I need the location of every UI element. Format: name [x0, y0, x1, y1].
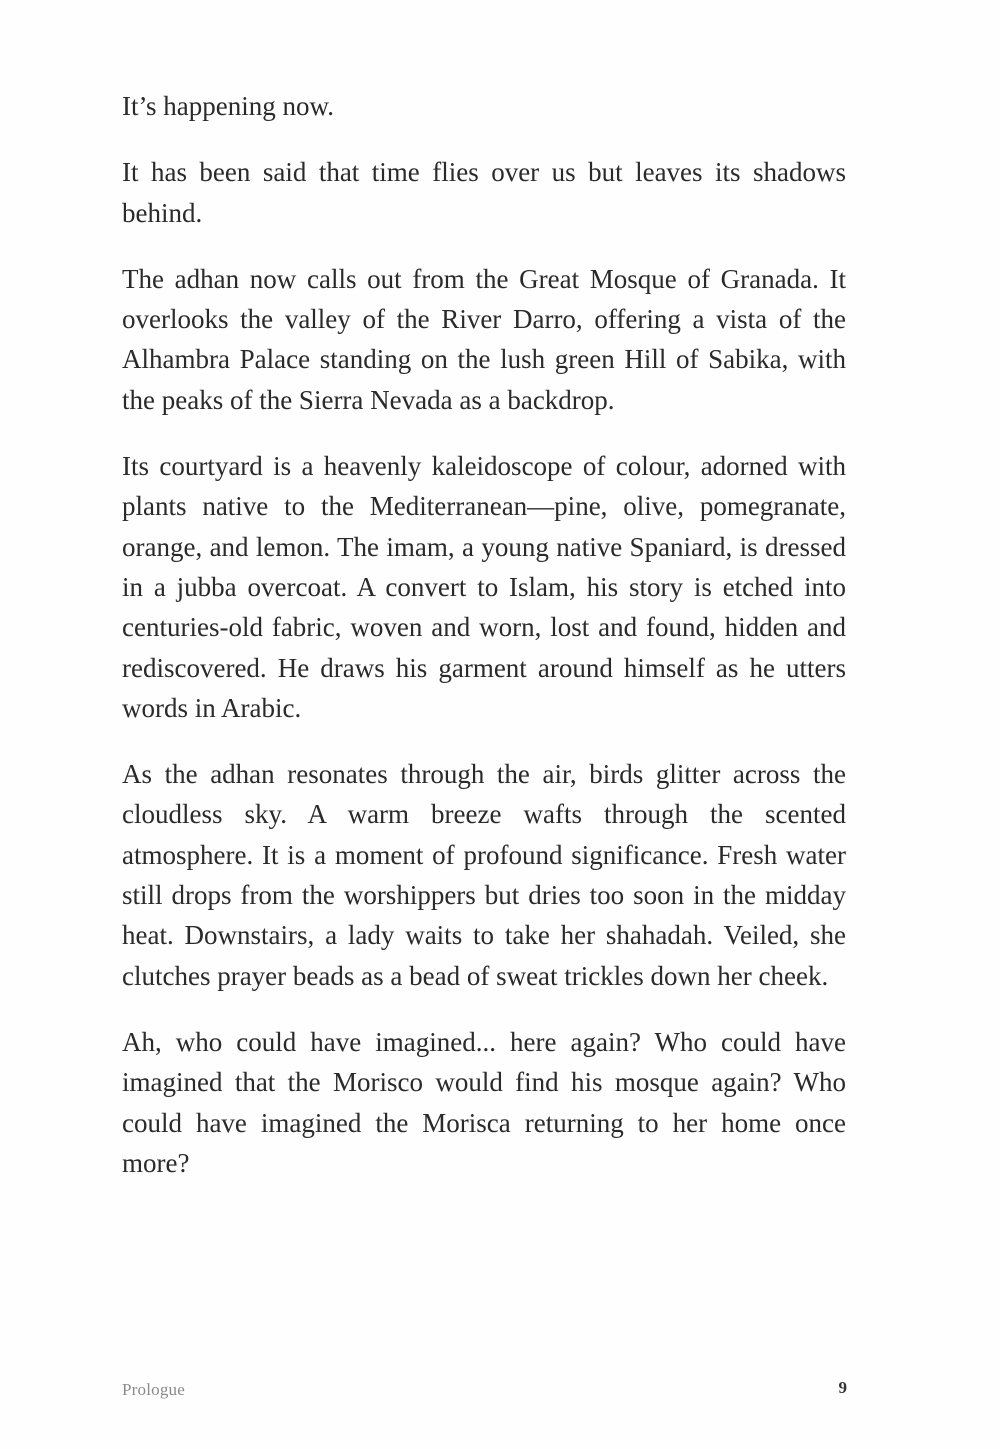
paragraph-2: It has been said that time flies over us but leaves its shadows behind.: [122, 157, 846, 228]
paragraph-5: As the adhan resonates through the air, birds glitter across the cloudless sky. A warm breeze wafts through the scented atmosphere. It is a moment of profound significance. Fresh water still drops from the worshippers but dries too soon in the midday heat. Downstairs, a lady waits to take her shahadah. Veiled, she clutches prayer beads as a bead of sweat trickles down her cheek.: [122, 759, 846, 991]
running-footer-section: Prologue: [122, 1380, 185, 1399]
paragraph-3: The adhan now calls out from the Great Mosque of Granada. It overlooks the valley of the River Darro, offering a vista of the Alhambra Palace standing on the lush green Hill of Sabika, with the peaks of the Sierra Nevada as a backdrop.: [122, 263, 846, 415]
paragraph-4: Its courtyard is a heavenly kaleidoscope of colour, adorned with plants native to the Mediterranean—pine, olive, pomegranate, orange, and lemon. The imam, a young native Spaniard, is dressed in a jubba overcoat. A convert to Islam, his story is etched into centuries-old fabric, woven and worn, lost and found, hidden and rediscovered. He draws his garment around himself as he utters words in Arabic.: [122, 451, 846, 723]
paragraph-1: It’s happening now.: [122, 91, 334, 121]
page-number: 9: [838, 1378, 847, 1397]
body-text: [122, 86, 846, 1209]
paragraph-6: Ah, who could have imagined... here again? Who could have imagined that the Morisco would find his mosque again? Who could have imagined the Morisca returning to her home once more?: [122, 1026, 846, 1178]
